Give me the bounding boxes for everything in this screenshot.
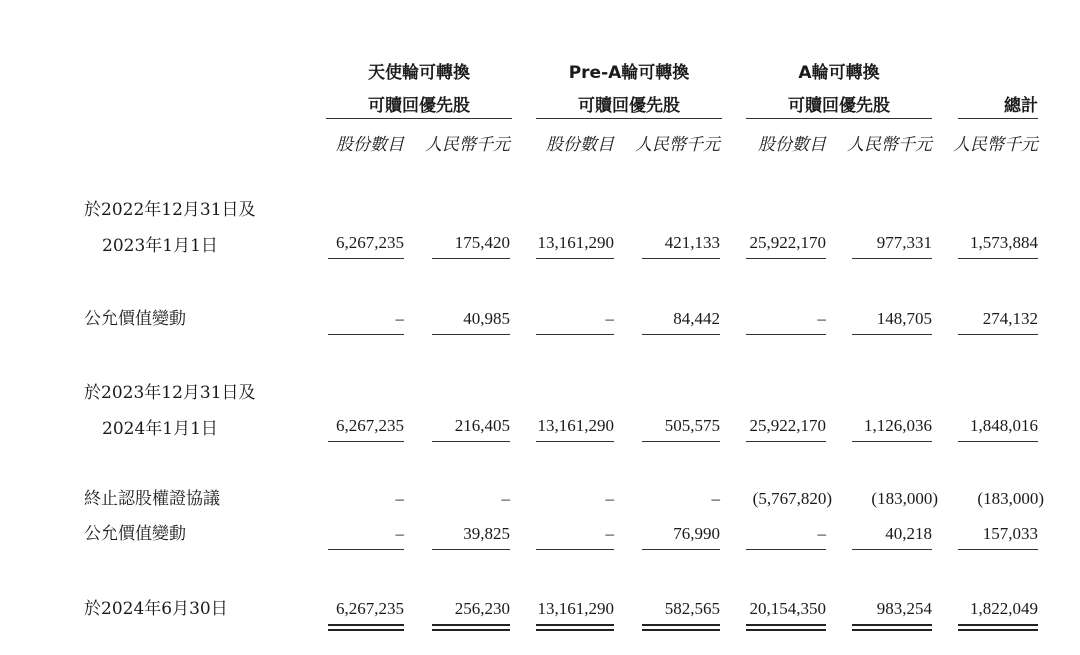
- underline: [958, 258, 1038, 259]
- cell-value: 13,161,290: [537, 599, 614, 618]
- cell-value: 1,573,884: [970, 233, 1038, 252]
- cell-value: (183,000): [977, 489, 1044, 508]
- cell-value: 20,154,350: [749, 599, 826, 618]
- underline: [852, 258, 932, 259]
- underline: [536, 549, 614, 550]
- header-angel-line1: 天使輪可轉換: [368, 63, 470, 83]
- cell-value: 40,218: [885, 524, 932, 543]
- cell-value: 582,565: [664, 599, 720, 618]
- row-label: [84, 301, 186, 337]
- underline: [746, 258, 826, 259]
- header-a-line2: 可贖回優先股: [788, 96, 890, 116]
- cell-value: 983,254: [876, 599, 932, 618]
- header-total-underline: [958, 118, 1038, 119]
- cell-value: –: [605, 309, 614, 328]
- row-label-line1: 於2022年12月31日及: [84, 200, 256, 220]
- underline: [432, 441, 510, 442]
- row-label-line1: 終止認股權證協議: [84, 489, 220, 509]
- underline: [746, 441, 826, 442]
- row-label-line1: 於2023年12月31日及: [84, 383, 256, 403]
- cell-value: –: [605, 524, 614, 543]
- underline: [958, 441, 1038, 442]
- underline: [642, 334, 720, 335]
- cell-value: 13,161,290: [537, 416, 614, 435]
- underline: [536, 441, 614, 442]
- cell-value: –: [395, 524, 404, 543]
- row-label: [84, 375, 256, 447]
- cell-value: 25,922,170: [749, 416, 826, 435]
- header-prea-line1: Pre-A輪可轉換: [568, 63, 690, 83]
- header-prea-underline: [536, 118, 722, 119]
- cell-value: (5,767,820): [752, 489, 832, 508]
- cell-value: 84,442: [673, 309, 720, 328]
- double-underline: [432, 624, 510, 631]
- header-angel-line2: 可贖回優先股: [368, 96, 470, 116]
- header-prea-line2: 可贖回優先股: [578, 96, 680, 116]
- double-underline: [328, 624, 404, 631]
- underline: [328, 334, 404, 335]
- double-underline: [746, 624, 826, 631]
- row-label-line2: 2023年1月1日: [102, 236, 218, 256]
- cell-value: 1,126,036: [864, 416, 932, 435]
- row-label: [84, 516, 186, 552]
- underline: [852, 549, 932, 550]
- row-label-line2: 2024年1月1日: [102, 419, 218, 439]
- cell-value: 25,922,170: [749, 233, 826, 252]
- double-underline: [852, 624, 932, 631]
- cell-value: 1,822,049: [970, 599, 1038, 618]
- cell-value: (183,000): [871, 489, 938, 508]
- header-a-line1: A輪可轉換: [798, 63, 880, 83]
- cell-value: 39,825: [463, 524, 510, 543]
- unit-shares: 股份數目: [758, 135, 826, 155]
- cell-value: 148,705: [876, 309, 932, 328]
- underline: [536, 258, 614, 259]
- underline: [328, 441, 404, 442]
- cell-value: 157,033: [982, 524, 1038, 543]
- unit-shares: 股份數目: [546, 135, 614, 155]
- cell-value: –: [605, 489, 614, 508]
- cell-value: –: [395, 309, 404, 328]
- row-label: [84, 192, 256, 264]
- cell-value: 6,267,235: [336, 233, 404, 252]
- double-underline: [642, 624, 720, 631]
- underline: [432, 258, 510, 259]
- row-label: [84, 481, 220, 517]
- cell-value: –: [817, 524, 826, 543]
- underline: [328, 258, 404, 259]
- cell-value: 977,331: [876, 233, 932, 252]
- cell-value: –: [501, 489, 510, 508]
- unit-rmb: 人民幣千元: [635, 135, 720, 155]
- underline: [432, 334, 510, 335]
- header-a-underline: [746, 118, 932, 119]
- cell-value: 216,405: [454, 416, 510, 435]
- double-underline: [958, 624, 1038, 631]
- header-angel-underline: [326, 118, 512, 119]
- cell-value: 274,132: [982, 309, 1038, 328]
- cell-value: 13,161,290: [537, 233, 614, 252]
- unit-rmb: 人民幣千元: [847, 135, 932, 155]
- underline: [746, 334, 826, 335]
- row-label: [84, 591, 228, 627]
- row-label-line1: 於2024年6月30日: [84, 599, 228, 619]
- underline: [958, 334, 1038, 335]
- underline: [328, 549, 404, 550]
- underline: [852, 334, 932, 335]
- underline: [746, 549, 826, 550]
- cell-value: –: [395, 489, 404, 508]
- header-total: 總計: [1004, 96, 1038, 116]
- unit-rmb: 人民幣千元: [425, 135, 510, 155]
- row-label-line1: 公允價值變動: [84, 309, 186, 329]
- underline: [642, 441, 720, 442]
- cell-value: 421,133: [664, 233, 720, 252]
- cell-value: 6,267,235: [336, 599, 404, 618]
- cell-value: 1,848,016: [970, 416, 1038, 435]
- underline: [642, 549, 720, 550]
- double-underline: [536, 624, 614, 631]
- cell-value: 505,575: [664, 416, 720, 435]
- row-label-line1: 公允價值變動: [84, 524, 186, 544]
- cell-value: 40,985: [463, 309, 510, 328]
- unit-rmb: 人民幣千元: [953, 135, 1038, 155]
- cell-value: 6,267,235: [336, 416, 404, 435]
- underline: [852, 441, 932, 442]
- underline: [536, 334, 614, 335]
- underline: [642, 258, 720, 259]
- cell-value: 76,990: [673, 524, 720, 543]
- cell-value: –: [711, 489, 720, 508]
- underline: [432, 549, 510, 550]
- cell-value: 175,420: [454, 233, 510, 252]
- cell-value: –: [817, 309, 826, 328]
- cell-value: 256,230: [454, 599, 510, 618]
- unit-shares: 股份數目: [336, 135, 404, 155]
- underline: [958, 549, 1038, 550]
